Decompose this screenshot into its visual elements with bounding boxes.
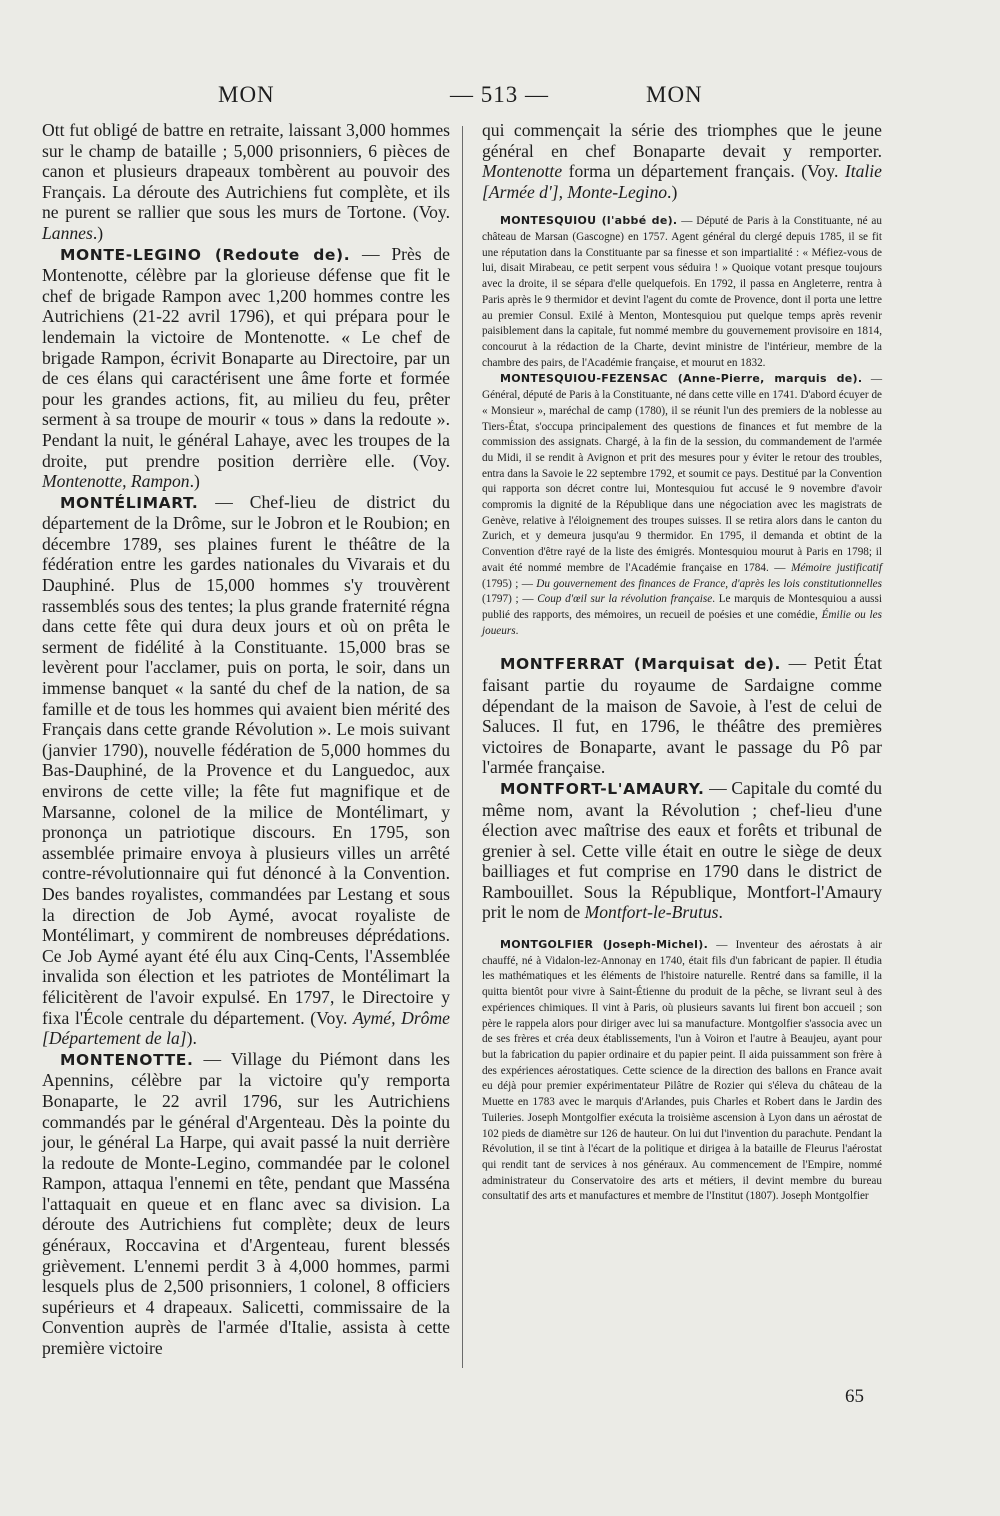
entry-headword: MONTE-LEGINO (Redoute de). [60, 245, 351, 264]
entry-headword: MONTENOTTE. [60, 1050, 194, 1069]
continuation-paragraph: qui commençait la série des triomphes que le jeune général en chef Bonaparte devait y remporter. Montenotte forma un département français. (Voy. Italie [Armée d'], Monte-Legino.) [482, 120, 882, 202]
entry-montfort-lamaury: MONTFORT-L'AMAURY. — Capitale du comté du même nom, avant la Révolution ; chef-lieu d'une élection avec maîtrise des eaux et forêts et tribunal de grenier à sel. Cette ville était en outre le siège de deux bailliages et fut comprise en 1790 dans le district de Rambouillet. Sous la République, Montfort-l'Amaury prit le nom de Montfort-le-Brutus. [482, 777, 882, 923]
entry-headword: MONTFORT-L'AMAURY. [500, 779, 705, 798]
entry-montgolfier: MONTGOLFIER (Joseph-Michel). — Inventeur des aérostats à air chauffé, né à Vidalon-lez-Annonay en 1740, était fils d'un fabricant de papier. Il étudia les mathématiques et les éléments de l'histoire naturelle. Rentré dans sa famille, il la quitta bientôt pour vivre à Saint-Étienne du produit de la pêche, se livrant seul à des expériences chimiques. Il vint à Paris, où plusieurs savants lui firent bon accueil ; son père le rappela alors pour diriger avec lui sa manufacture. Montgolfier s'associa avec un de ses frères et créa deux établissements, l'un à Voiron et l'autre à Beaujeu, ayant pour but la fabrication du papier ordinaire et du papier peint. Il aida puissamment son frère à des expériences aérostatiques. Cette science de la direction des ballons en France avait eu déjà pour premier expérimentateur Pilâtre de Rozier qui s'éleva du château de la Muette en 1783 avec le marquis d'Arlandes, puis Charles et Robert dans le Jardin des Tuileries. Joseph Montgolfier exécuta la troisième ascension à Lyon dans un aérostat de 102 pieds de diamètre sur 126 de hauteur. On lui dut l'invention du parachute. Pendant la Révolution, il se tint à l'écart de la politique et dirigea à la bataille de Fleurus l'aérostat qui rendit tant de services à nos généraux. Au commencement de l'Empire, nommé administrateur du Conservatoire des arts et métiers, il devint membre du bureau consultatif des arts et manufactures et membre de l'Institut (1807). Joseph Montgolfier [482, 938, 882, 1203]
continuation-paragraph: Ott fut obligé de battre en retraite, laissant 3,000 hommes sur le champ de bataille ; 5,000 prisonniers, 6 pièces de canon et plusieurs drapeaux tombèrent au pouvoir des Français. La déroute des Autrichiens fut complète, et ils ne purent se rallier que sous les murs de Tortone. (Voy. Lannes.) [42, 120, 450, 243]
entry-headword: MONTÉLIMART. [60, 493, 199, 512]
entry-headword: MONTGOLFIER (Joseph-Michel). [500, 938, 709, 952]
signature-mark: 65 [845, 1386, 864, 1407]
entry-headword: MONTESQUIOU (l'abbé de). [500, 214, 678, 228]
left-column [42, 120, 450, 1359]
entry-montelimart: MONTÉLIMART. — Chef-lieu de district du département de la Drôme, sur le Jobron et le Roubion; en décembre 1789, ses plaines furent le théâtre de la fédération entre les gardes nationales du Vivarais et du Dauphiné. Plus de 15,000 hommes s'y trouvèrent rassemblés sous des tentes; la plus grande fraternité régna dans cette fête qui dura deux jours et où on prêta le serment de fidélité à la Constituante. 15,000 bras se levèrent pour l'acclamer, puis on porta, le soir, dans un immense banquet « la santé du chef de la nation, de sa famille et de tous les hommes qui avaient bien mérité des Français dans cette grande Révolution ». Le mois suivant (janvier 1790), nouvelle fédération de 5,000 hommes du Bas-Dauphiné, de la Provence et du Languedoc, aux environs de cette ville; la fête fut magnifique et de Marsanne, colonel de la milice de Montélimart, y prononça un patriotique discours. En 1795, son assemblée primaire envoya à plusieurs villes un arrêté contre-révolutionnaire qui fut dénoncé à la Convention. Des bandes royalistes, commandées par Lestang et sous la direction de Job Aymé, avocat royaliste de Montélimart, y commirent de nombreuses déprédations. Ce Job Aymé ayant été élu aux Cinq-Cents, l'Assemblée invalida son élection et les patriotes de Montélimart la félicitèrent de l'avoir expulsé. En 1797, le Directoire y fixa l'École centrale du département. (Voy. Aymé, Drôme [Département de la]). [42, 491, 450, 1049]
entry-montferrat: MONTFERRAT (Marquisat de). — Petit État faisant partie du royaume de Sardaigne comme dépendant de la maison de Savoie, à l'est de celui de Saluces. Il fut, en 1796, le théâtre des premières victoires de Bonaparte, avant le passage du Pô par l'armée française. [482, 653, 882, 778]
entry-montesquiou-fezensac: MONTESQUIOU-FEZENSAC (Anne-Pierre, marquis de). — Général, député de Paris à la Constituante, né dans cette ville en 1741. D'abord écuyer de « Monsieur », maréchal de camp (1780), il se réunit l'un des premiers de la noblesse au Tiers-État, s'occupa principalement des questions de finances et fut membre de la commission des assignats. Chargé, à la fin de la session, du commandement de l'armée du Midi, il se rendit à Avignon et prit des mesures pour y éviter le retour des troubles, entra dans la Savoie le 22 septembre 1792, et soumit ce pays. Destitué par la Convention qui rapporta son décret contre lui, Montesquiou fut accusé le 9 novembre d'avoir compromis la dignité de la République dans une négociation avec les magistrats de Genève, relative à l'éloignement des troupes suisses. Il se retira alors dans le canton du Zurich, et y demeura jusqu'au 9 thermidor. En 1795, il demanda et obtint de la Convention d'être rayé de la liste des émigrés. Montesquiou mourut à Paris en 1798; il avait été nommé membre de l'Académie française en 1784. — Mémoire justificatif (1795) ; — Du gouvernement des finances de France, d'après les lois constitutionnelles (1797) ; — Coup d'œil sur la révolution française. Le marquis de Montesquiou a aussi publié des rapports, des mémoires, un recueil de poésies et une comédie, Émilie ou les joueurs. [482, 372, 883, 637]
page-number: — 513 — [450, 82, 549, 107]
entry-montesquiou: MONTESQUIOU (l'abbé de). — Député de Paris à la Constituante, né au château de Marsan (Gascogne) en 1757. Agent général du clergé depuis 1785, il se fit une réputation dans la Constituante par sa finesse et son impartialité : « Méfiez-vous de lui, disait Mirabeau, ce petit serpent vous séduira ! » Quoique votant presque toujours avec la droite, il se sépara d'elle quelquefois. En 1792, il passa en Angleterre, rentra à Paris après le 9 thermidor et devint l'agent du comte de Provence, dont il porta une lettre au premier Consul. Exilé à Menton, Montesquiou put quelque temps après revenir paisiblement dans la capitale, fut nommé membre du gouvernement provisoire en 1814, concourut à la rédaction de la Charte, devint ministre de l'intérieur, membre de la chambre des pairs, de l'Académie française, et mourut en 1832. [482, 214, 882, 369]
header-right: MON [646, 82, 703, 107]
right-column [482, 120, 882, 1205]
running-header [40, 82, 960, 122]
entry-montenotte: MONTENOTTE. — Village du Piémont dans les Apennins, célèbre par la victoire qu'y remporta Bonaparte, le 22 avril 1796, sur les Autrichiens commandés par le général d'Argenteau. Dès la pointe du jour, le général La Harpe, qui avait passé la nuit derrière la redoute de Monte-Legino, commandée par le colonel Rampon, attaqua l'ennemi en tête, pendant que Masséna l'attaquait en queue et en flanc avec sa division. La déroute des Autrichiens fut complète; deux de leurs généraux, Roccavina et d'Argenteau, furent blessés grièvement. L'ennemi perdit 3 à 4,000 hommes, parmi lesquels plus de 2,500 prisonniers, 1 colonel, 8 officiers supérieurs et 4 drapeaux. Salicetti, commissaire de la Convention auprès de l'armée d'Italie, assista à cette première victoire [42, 1048, 450, 1359]
column-divider [462, 126, 463, 1368]
header-left: MON [218, 82, 275, 107]
entry-headword: MONTESQUIOU-FEZENSAC (Anne-Pierre, marquis de). [500, 372, 863, 386]
entry-headword: MONTFERRAT (Marquisat de). [500, 655, 782, 674]
entry-monte-legino: MONTE-LEGINO (Redoute de). — Près de Montenotte, célèbre par la glorieuse défense que fit le chef de brigade Rampon avec 1,200 hommes contre les Autrichiens (21-22 avril 1796), et qui prépara pour le lendemain la victoire de Montenotte. « Le chef de brigade Rampon, écrivit Bonaparte au Directoire, par un de ces élans qui caractérisent une âme forte et formée pour les grandes actions, fit, au milieu du feu, prêter serment à sa troupe de mourir « tous » dans la redoute ». Pendant la nuit, le général Lahaye, avec les troupes de la droite, put prendre position derrière elle. (Voy. Montenotte, Rampon.) [42, 243, 450, 492]
